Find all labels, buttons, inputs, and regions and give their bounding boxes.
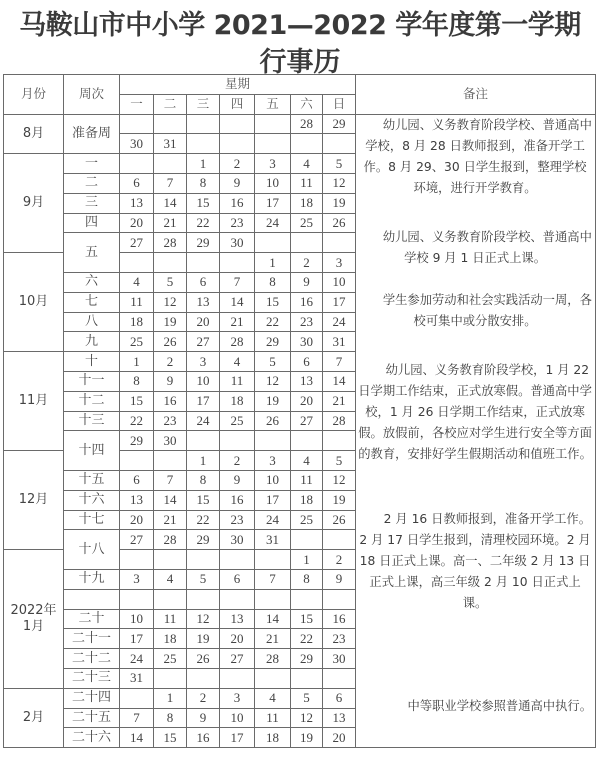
month-label: 1月 (22, 618, 45, 634)
month-cell (4, 688, 64, 747)
day-cell: 23 (220, 213, 255, 233)
day-cell (154, 451, 187, 471)
day-cell (187, 589, 220, 609)
day-cell: 26 (323, 213, 356, 233)
day-cell (154, 253, 187, 273)
day-cell: 29 (323, 114, 356, 134)
day-cell: 24 (255, 213, 291, 233)
day-cell: 18 (220, 391, 255, 411)
week-number-cell: 八 (64, 312, 120, 332)
day-cell: 1 (291, 550, 323, 570)
day-cell (291, 668, 323, 688)
day-cell: 13 (220, 609, 255, 629)
day-cell: 19 (323, 490, 356, 510)
month-label: 11月 (18, 393, 49, 409)
day-cell (154, 589, 187, 609)
week-number-cell: 十 (64, 352, 120, 372)
day-cell (154, 550, 187, 570)
week-number-cell: 十三 (64, 411, 120, 431)
week-number-cell: 二十三 (64, 668, 120, 688)
day-cell (120, 589, 154, 609)
week-number-cell: 二十 (64, 609, 120, 629)
day-cell (120, 253, 154, 273)
day-cell: 6 (291, 352, 323, 372)
day-cell: 19 (291, 728, 323, 748)
day-cell: 30 (154, 431, 187, 451)
day-cell: 28 (154, 233, 187, 253)
day-cell: 20 (323, 728, 356, 748)
remark-note: 中等职业学校参照普通高中执行。 (407, 698, 592, 713)
day-cell (291, 431, 323, 451)
remarks-column (356, 114, 596, 748)
day-cell: 16 (154, 391, 187, 411)
day-cell: 4 (220, 352, 255, 372)
day-cell: 14 (154, 490, 187, 510)
day-cell: 9 (220, 173, 255, 193)
day-cell: 9 (291, 272, 323, 292)
day-cell: 4 (291, 154, 323, 174)
remark-note: 2 月 16 日教师报到，准备开学工作。2 月 17 日学生报到，清理校园环境。2 月 18 日正式上课。高一、二年级 2 月 13 日正式上课，高三年级 2 月 10 日正式上课。 (359, 511, 592, 610)
day-cell: 21 (323, 391, 356, 411)
day-cell: 25 (154, 649, 187, 669)
day-cell (220, 668, 255, 688)
day-cell: 22 (120, 411, 154, 431)
day-cell: 4 (255, 688, 291, 708)
day-cell: 11 (291, 173, 323, 193)
day-cell: 14 (154, 193, 187, 213)
day-cell: 12 (291, 708, 323, 728)
day-cell: 26 (187, 649, 220, 669)
header-month: 月份 (4, 75, 64, 115)
day-cell: 15 (187, 193, 220, 213)
day-cell (255, 134, 291, 154)
header-weekday: 五 (255, 94, 291, 114)
day-cell: 3 (187, 352, 220, 372)
day-cell: 8 (255, 272, 291, 292)
day-cell: 17 (255, 490, 291, 510)
day-cell: 28 (323, 411, 356, 431)
week-number-cell: 十二 (64, 391, 120, 411)
day-cell: 27 (291, 411, 323, 431)
day-cell: 14 (255, 609, 291, 629)
day-cell (154, 114, 187, 134)
remark-note: 学生参加劳动和社会实践活动一周，各校可集中或分散安排。 (382, 292, 592, 328)
day-cell (323, 431, 356, 451)
day-cell: 21 (154, 213, 187, 233)
day-cell: 13 (120, 490, 154, 510)
day-cell (220, 134, 255, 154)
day-cell (255, 233, 291, 253)
day-cell: 2 (323, 550, 356, 570)
week-number-cell: 二 (64, 173, 120, 193)
day-cell: 23 (154, 411, 187, 431)
day-cell: 29 (291, 649, 323, 669)
day-cell (255, 589, 291, 609)
day-cell (187, 114, 220, 134)
day-cell: 2 (220, 154, 255, 174)
day-cell: 13 (187, 292, 220, 312)
day-cell: 9 (323, 569, 356, 589)
day-cell (255, 668, 291, 688)
day-cell (323, 530, 356, 550)
day-cell: 31 (255, 530, 291, 550)
day-cell (187, 550, 220, 570)
day-cell: 8 (291, 569, 323, 589)
header-remarks: 备注 (356, 75, 596, 115)
day-cell (291, 134, 323, 154)
day-cell: 22 (291, 629, 323, 649)
day-cell (220, 114, 255, 134)
day-cell: 6 (120, 173, 154, 193)
week-number-cell: 二十四 (64, 688, 120, 708)
day-cell: 10 (187, 371, 220, 391)
day-cell: 30 (220, 530, 255, 550)
day-cell (120, 550, 154, 570)
week-number-cell: 十四 (64, 431, 120, 471)
day-cell: 28 (255, 649, 291, 669)
month-label: 2022年 (10, 602, 57, 618)
week-number-cell: 准备周 (64, 114, 120, 154)
remark-note: 幼儿园、义务教育阶段学校，1 月 22 日学期工作结束，正式放寒假。普通高中学校，1 月 26 日学期工作结束，正式放寒假。放假前，各校应对学生进行安全等方面的教育，安排好学生假期活动和值班工作。 (358, 362, 592, 461)
day-cell: 11 (291, 470, 323, 490)
day-cell: 5 (187, 569, 220, 589)
day-cell: 18 (154, 629, 187, 649)
header-weekday: 二 (154, 94, 187, 114)
header-week: 周次 (64, 75, 120, 115)
day-cell (323, 233, 356, 253)
day-cell: 8 (187, 173, 220, 193)
page-title: 马鞍山市中小学 2021—2022 学年度第一学期 (19, 10, 581, 41)
day-cell: 23 (291, 312, 323, 332)
day-cell: 17 (255, 193, 291, 213)
page-subtitle: 行事历 (259, 47, 341, 78)
day-cell: 4 (291, 451, 323, 471)
day-cell (220, 253, 255, 273)
day-cell (187, 668, 220, 688)
day-cell: 2 (291, 253, 323, 273)
day-cell: 16 (323, 609, 356, 629)
day-cell: 18 (291, 193, 323, 213)
day-cell: 25 (291, 510, 323, 530)
day-cell (255, 550, 291, 570)
day-cell: 15 (255, 292, 291, 312)
day-cell: 5 (255, 352, 291, 372)
day-cell: 12 (323, 173, 356, 193)
day-cell: 29 (187, 530, 220, 550)
day-cell: 6 (220, 569, 255, 589)
day-cell: 8 (187, 470, 220, 490)
month-cell (4, 550, 64, 689)
day-cell: 30 (120, 134, 154, 154)
school-calendar-table (3, 74, 596, 748)
day-cell: 4 (154, 569, 187, 589)
day-cell: 12 (187, 609, 220, 629)
month-cell (4, 451, 64, 550)
day-cell: 5 (154, 272, 187, 292)
day-cell: 22 (187, 213, 220, 233)
day-cell: 19 (154, 312, 187, 332)
day-cell: 17 (220, 728, 255, 748)
day-cell: 15 (187, 490, 220, 510)
header-weekday: 六 (291, 94, 323, 114)
day-cell: 11 (120, 292, 154, 312)
day-cell: 30 (220, 233, 255, 253)
day-cell: 7 (323, 352, 356, 372)
week-number-cell: 三 (64, 193, 120, 213)
week-number-cell: 六 (64, 272, 120, 292)
week-number-cell (64, 589, 120, 609)
day-cell: 10 (255, 173, 291, 193)
day-cell (120, 688, 154, 708)
day-cell: 7 (120, 708, 154, 728)
header-weekday: 四 (220, 94, 255, 114)
day-cell (120, 154, 154, 174)
day-cell: 3 (255, 154, 291, 174)
day-cell: 11 (255, 708, 291, 728)
header-weekday: 一 (120, 94, 154, 114)
day-cell: 1 (154, 688, 187, 708)
day-cell: 18 (255, 728, 291, 748)
day-cell: 2 (220, 451, 255, 471)
day-cell: 14 (120, 728, 154, 748)
week-number-cell: 二十六 (64, 728, 120, 748)
day-cell: 12 (154, 292, 187, 312)
day-cell: 27 (120, 233, 154, 253)
day-cell: 5 (323, 451, 356, 471)
day-cell: 19 (187, 629, 220, 649)
day-cell: 12 (255, 371, 291, 391)
week-number-cell: 十七 (64, 510, 120, 530)
day-cell (255, 431, 291, 451)
day-cell: 6 (120, 470, 154, 490)
day-cell: 20 (120, 510, 154, 530)
day-cell: 26 (323, 510, 356, 530)
day-cell: 21 (154, 510, 187, 530)
day-cell: 8 (154, 708, 187, 728)
day-cell: 10 (323, 272, 356, 292)
day-cell: 1 (187, 154, 220, 174)
day-cell: 13 (120, 193, 154, 213)
month-label: 10月 (18, 294, 49, 310)
day-cell: 29 (120, 431, 154, 451)
day-cell: 31 (120, 668, 154, 688)
day-cell: 16 (220, 490, 255, 510)
day-cell: 12 (323, 470, 356, 490)
calendar-row (4, 114, 596, 134)
day-cell: 15 (154, 728, 187, 748)
remark-note: 幼儿园、义务教育阶段学校、普通高中学校 9 月 1 日正式上课。 (382, 229, 592, 265)
day-cell: 3 (255, 451, 291, 471)
day-cell: 7 (255, 569, 291, 589)
day-cell: 10 (255, 470, 291, 490)
day-cell: 3 (120, 569, 154, 589)
week-number-cell: 四 (64, 213, 120, 233)
day-cell: 1 (255, 253, 291, 273)
day-cell: 13 (323, 708, 356, 728)
day-cell: 21 (220, 312, 255, 332)
day-cell: 22 (187, 510, 220, 530)
day-cell: 22 (255, 312, 291, 332)
day-cell: 16 (220, 193, 255, 213)
month-cell (4, 154, 64, 253)
day-cell: 13 (291, 371, 323, 391)
day-cell: 28 (154, 530, 187, 550)
day-cell (323, 134, 356, 154)
day-cell: 7 (220, 272, 255, 292)
day-cell (120, 114, 154, 134)
day-cell: 14 (220, 292, 255, 312)
day-cell: 26 (154, 332, 187, 352)
week-number-cell: 十九 (64, 569, 120, 589)
day-cell: 17 (323, 292, 356, 312)
day-cell: 28 (220, 332, 255, 352)
day-cell: 16 (187, 728, 220, 748)
day-cell: 20 (291, 391, 323, 411)
day-cell (187, 431, 220, 451)
day-cell: 5 (323, 154, 356, 174)
header-weekday: 三 (187, 94, 220, 114)
day-cell: 29 (187, 233, 220, 253)
week-number-cell: 九 (64, 332, 120, 352)
day-cell: 23 (220, 510, 255, 530)
week-number-cell: 十八 (64, 530, 120, 570)
month-label: 2月 (22, 709, 45, 725)
day-cell: 24 (255, 510, 291, 530)
day-cell (154, 668, 187, 688)
day-cell: 31 (323, 332, 356, 352)
day-cell (323, 668, 356, 688)
day-cell: 20 (220, 629, 255, 649)
day-cell: 9 (154, 371, 187, 391)
day-cell: 18 (120, 312, 154, 332)
day-cell (255, 114, 291, 134)
day-cell: 8 (120, 371, 154, 391)
day-cell: 7 (154, 470, 187, 490)
month-label: 8月 (22, 125, 45, 141)
day-cell: 11 (220, 371, 255, 391)
day-cell: 4 (120, 272, 154, 292)
day-cell (291, 233, 323, 253)
day-cell (154, 154, 187, 174)
day-cell: 3 (323, 253, 356, 273)
week-number-cell: 五 (64, 233, 120, 273)
day-cell: 1 (120, 352, 154, 372)
day-cell: 24 (323, 312, 356, 332)
day-cell: 15 (120, 391, 154, 411)
day-cell: 21 (255, 629, 291, 649)
day-cell: 10 (220, 708, 255, 728)
day-cell: 27 (120, 530, 154, 550)
header-weekday-group: 星期 (120, 75, 356, 95)
day-cell: 24 (187, 411, 220, 431)
day-cell: 1 (187, 451, 220, 471)
week-number-cell: 十五 (64, 470, 120, 490)
day-cell (220, 589, 255, 609)
day-cell: 17 (187, 391, 220, 411)
day-cell: 7 (154, 173, 187, 193)
header-weekday: 日 (323, 94, 356, 114)
day-cell: 11 (154, 609, 187, 629)
day-cell: 29 (255, 332, 291, 352)
day-cell: 9 (220, 470, 255, 490)
day-cell: 3 (220, 688, 255, 708)
week-number-cell: 十六 (64, 490, 120, 510)
day-cell (120, 451, 154, 471)
day-cell: 16 (291, 292, 323, 312)
day-cell (323, 589, 356, 609)
week-number-cell: 七 (64, 292, 120, 312)
month-cell (4, 352, 64, 451)
week-number-cell: 十一 (64, 371, 120, 391)
day-cell: 19 (323, 193, 356, 213)
day-cell (220, 431, 255, 451)
day-cell (291, 530, 323, 550)
day-cell: 28 (291, 114, 323, 134)
day-cell: 2 (187, 688, 220, 708)
day-cell (187, 253, 220, 273)
day-cell: 6 (187, 272, 220, 292)
day-cell (187, 134, 220, 154)
day-cell: 2 (154, 352, 187, 372)
day-cell: 15 (291, 609, 323, 629)
day-cell: 20 (120, 213, 154, 233)
week-number-cell: 二十二 (64, 649, 120, 669)
day-cell: 23 (323, 629, 356, 649)
day-cell: 27 (220, 649, 255, 669)
day-cell: 25 (291, 213, 323, 233)
month-label: 9月 (22, 195, 45, 211)
day-cell: 6 (323, 688, 356, 708)
day-cell: 31 (154, 134, 187, 154)
month-label: 12月 (18, 492, 49, 508)
day-cell: 14 (323, 371, 356, 391)
remark-note: 幼儿园、义务教育阶段学校、普通高中学校，8 月 28 日教师报到，准备开学工作。8 月 29、30 日学生报到，整理学校环境，进行开学教育。 (363, 117, 592, 195)
day-cell: 19 (255, 391, 291, 411)
day-cell: 30 (291, 332, 323, 352)
month-cell (4, 114, 64, 154)
week-number-cell: 一 (64, 154, 120, 174)
day-cell: 26 (255, 411, 291, 431)
day-cell: 27 (187, 332, 220, 352)
day-cell: 20 (187, 312, 220, 332)
week-number-cell: 二十一 (64, 629, 120, 649)
day-cell: 17 (120, 629, 154, 649)
day-cell (220, 550, 255, 570)
day-cell: 30 (323, 649, 356, 669)
day-cell (291, 589, 323, 609)
day-cell: 18 (291, 490, 323, 510)
week-number-cell: 二十五 (64, 708, 120, 728)
day-cell: 25 (120, 332, 154, 352)
day-cell: 25 (220, 411, 255, 431)
month-cell (4, 253, 64, 352)
day-cell: 10 (120, 609, 154, 629)
day-cell: 5 (291, 688, 323, 708)
day-cell: 24 (120, 649, 154, 669)
day-cell: 9 (187, 708, 220, 728)
